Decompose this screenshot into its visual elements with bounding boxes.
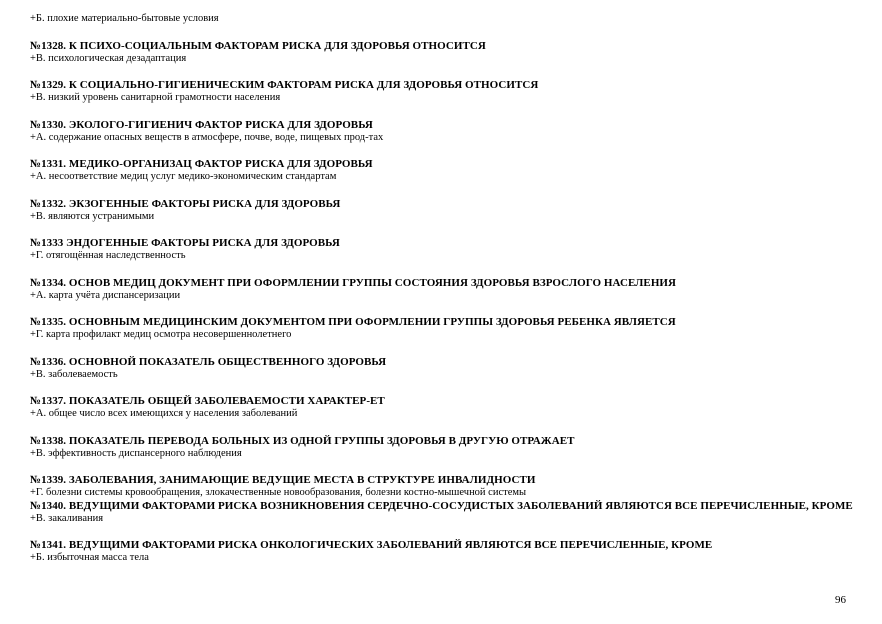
question-text: №1333 ЭНДОГЕННЫЕ ФАКТОРЫ РИСКА ДЛЯ ЗДОРОВЬЯ <box>30 237 340 249</box>
question-block <box>30 316 862 342</box>
answer-text: +Б. избыточная масса тела <box>30 552 149 563</box>
question-text: №1339. ЗАБОЛЕВАНИЯ, ЗАНИМАЮЩИЕ ВЕДУЩИЕ МЕСТА В СТРУКТУРЕ ИНВАЛИДНОСТИ <box>30 474 536 486</box>
question-text: №1335. ОСНОВНЫМ МЕДИЦИНСКИМ ДОКУМЕНТОМ ПРИ ОФОРМЛЕНИИ ГРУППЫ ЗДОРОВЬЯ РЕБЕНКА ЯВЛЯЕТСЯ <box>30 316 676 328</box>
question-block <box>30 395 862 421</box>
answer-text: +Г. болезни системы кровообращения, злокачественные новообразования, болезни костно-мышечной системы <box>30 487 527 498</box>
answer-text: +А. карта учёта диспансеризации <box>30 289 181 301</box>
question-text: №1334. ОСНОВ МЕДИЦ ДОКУМЕНТ ПРИ ОФОРМЛЕНИИ ГРУППЫ СОСТОЯНИЯ ЗДОРОВЬЯ ВЗРОСЛОГО НАСЕЛЕНИЯ <box>30 276 677 289</box>
answer-text: +В. низкий уровень санитарной грамотности населения <box>30 92 281 103</box>
question-text: №1328. К ПСИХО-СОЦИАЛЬНЫМ ФАКТОРАМ РИСКА ДЛЯ ЗДОРОВЬЯ ОТНОСИТСЯ <box>30 39 486 52</box>
question-block <box>30 277 862 303</box>
question-block <box>30 158 862 184</box>
question-block-1340 <box>30 500 862 526</box>
answer-text: +Г. карта профилакт медиц осмотра несовершеннолетнего <box>30 329 292 340</box>
question-block <box>30 356 862 382</box>
answer-text: +В. являются устранимыми <box>30 210 155 222</box>
answer-text: +В. психологическая дезадаптация <box>30 52 187 64</box>
answer-text: +Б. плохие материально-бытовые условия <box>30 13 219 24</box>
answer-text: +А. содержание опасных веществ в атмосфере, почве, воде, пищевых прод-тах <box>30 131 384 143</box>
question-text: №1337. ПОКАЗАТЕЛЬ ОБЩЕЙ ЗАБОЛЕВАЕМОСТИ ХАРАКТЕР-ЕТ <box>30 395 385 407</box>
question-block <box>30 40 862 66</box>
document-page <box>30 13 862 565</box>
question-block <box>30 198 862 224</box>
question-block <box>30 79 862 105</box>
question-text: №1340. ВЕДУЩИМИ ФАКТОРАМИ РИСКА ВОЗНИКНОВЕНИЯ СЕРДЕЧНО-СОСУДИСТЫХ ЗАБОЛЕВАНИЙ ЯВЛЯЮТСЯ ВСЕ ПЕРЕЧИСЛЕННЫЕ, КРОМЕ <box>30 499 853 512</box>
question-text: №1329. К СОЦИАЛЬНО-ГИГИЕНИЧЕСКИМ ФАКТОРАМ РИСКА ДЛЯ ЗДОРОВЬЯ ОТНОСИТСЯ <box>30 79 539 91</box>
answer-text: +В. закаливания <box>30 512 104 524</box>
question-block <box>30 435 862 461</box>
question-list <box>30 26 862 461</box>
question-block <box>30 237 862 263</box>
answer-text: +В. заболеваемость <box>30 368 118 380</box>
question-text: №1331. МЕДИКО-ОРГАНИЗАЦ ФАКТОР РИСКА ДЛЯ ЗДОРОВЬЯ <box>30 158 373 170</box>
answer-text: +А. общее число всех имеющихся у населения заболеваний <box>30 408 298 419</box>
answer-text: +Г. отягощённая наследственность <box>30 250 186 261</box>
answer-text: +В. эффективность диспансерного наблюдения <box>30 447 242 459</box>
question-text: №1341. ВЕДУЩИМИ ФАКТОРАМИ РИСКА ОНКОЛОГИЧЕСКИХ ЗАБОЛЕВАНИЙ ЯВЛЯЮТСЯ ВСЕ ПЕРЕЧИСЛЕННЫЕ, КРОМЕ <box>30 539 713 551</box>
top-answer-block <box>30 13 862 26</box>
question-block <box>30 119 862 145</box>
question-text: №1330. ЭКОЛОГО-ГИГИЕНИЧ ФАКТОР РИСКА ДЛЯ ЗДОРОВЬЯ <box>30 118 373 131</box>
question-block-1341 <box>30 539 862 565</box>
answer-text: +А. несоответствие медиц услуг медико-экономическим стандартам <box>30 171 337 182</box>
question-text: №1338. ПОКАЗАТЕЛЬ ПЕРЕВОДА БОЛЬНЫХ ИЗ ОДНОЙ ГРУППЫ ЗДОРОВЬЯ В ДРУГУЮ ОТРАЖАЕТ <box>30 434 575 447</box>
question-text: №1336. ОСНОВНОЙ ПОКАЗАТЕЛЬ ОБЩЕСТВЕННОГО ЗДОРОВЬЯ <box>30 355 387 368</box>
question-text: №1332. ЭКЗОГЕННЫЕ ФАКТОРЫ РИСКА ДЛЯ ЗДОРОВЬЯ <box>30 197 341 210</box>
question-block-1339 <box>30 474 862 500</box>
page-number: 96 <box>835 594 846 606</box>
